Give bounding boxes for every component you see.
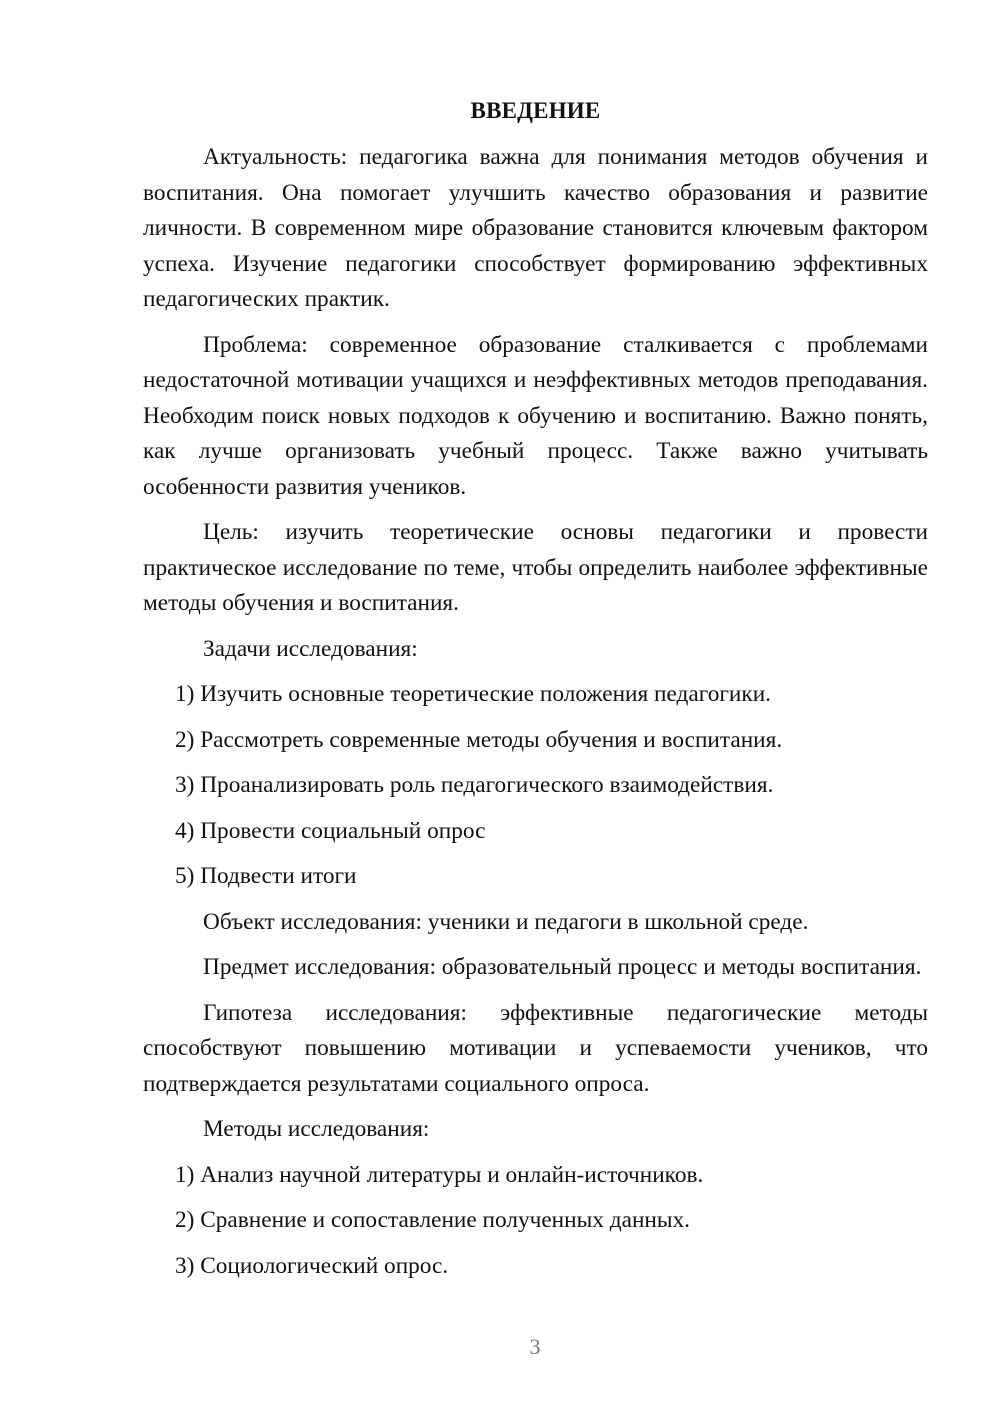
method-item: 3) Социологический опрос.: [175, 1252, 449, 1279]
task-item: 3) Проанализировать роль педагогического взаимодействия.: [175, 772, 774, 798]
method-item: 2) Сравнение и сопоставление полученных данных.: [175, 1207, 690, 1233]
document-body: [143, 140, 928, 1294]
task-item: 2) Рассмотреть современные методы обучения и воспитания.: [175, 726, 783, 753]
task-item: 4) Провести социальный опрос: [175, 817, 486, 844]
methods-title: Методы исследования:: [203, 1116, 430, 1142]
problem-paragraph: Проблема: современное образование сталкивается с проблемами недостаточной мотивации учащихся и неэффективных методов преподавания. Необходим поиск новых подходов к обучению и воспитанию. Важно понять, как лучше организовать учебный процесс. Также важно учитывать особенности развития учеников.: [143, 331, 928, 500]
hypothesis-paragraph: Гипотеза исследования: эффективные педагогические методы способствуют повышению мотивации и успеваемости учеников, что подтверждается результатами социального опроса.: [143, 999, 928, 1097]
goal-paragraph: Цель: изучить теоретические основы педагогики и провести практическое исследование по теме, чтобы определить наиболее эффективные методы обучения и воспитания.: [143, 519, 928, 616]
subject-paragraph: Предмет исследования: образовательный процесс и методы воспитания.: [203, 954, 922, 980]
task-item: 5) Подвести итоги: [175, 863, 357, 889]
page-number: 3: [529, 1334, 541, 1359]
page-title: ВВЕДЕНИЕ: [470, 98, 601, 123]
relevance-paragraph: Актуальность: педагогика важна для понимания методов обучения и воспитания. Она помогает улучшить качество образования и развитие личности. В современном мире образование становится ключевым фактором успеха. Изучение педагогики способствует формированию эффективных педагогических практик.: [143, 144, 928, 312]
tasks-title: Задачи исследования:: [203, 635, 418, 662]
method-item: 1) Анализ научной литературы и онлайн-источников.: [175, 1161, 704, 1188]
task-item: 1) Изучить основные теоретические положения педагогики.: [175, 681, 771, 707]
object-paragraph: Объект исследования: ученики и педагоги в школьной среде.: [203, 908, 809, 935]
